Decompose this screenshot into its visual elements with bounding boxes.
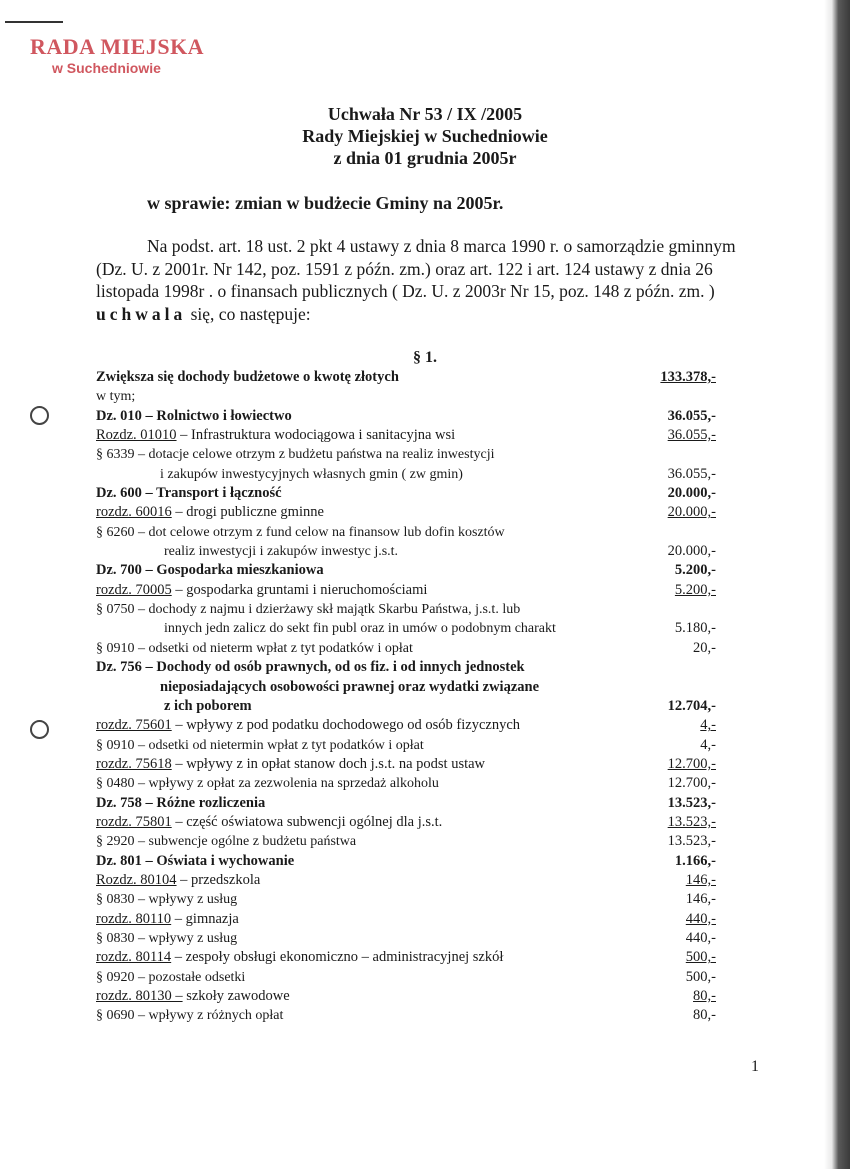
budget-row (96, 542, 716, 561)
budget-row (96, 852, 716, 871)
budget-row-amount: 500,- (685, 968, 716, 985)
budget-row-label: § 0480 – wpływy z opłat za zezwolenia na sprzedaż alkoholu (96, 776, 439, 792)
chapter-description: – gimnazja (171, 910, 239, 927)
budget-row (96, 987, 716, 1006)
chapter-description: – wpływy z pod podatku dochodowego od osób fizycznych (171, 717, 521, 734)
budget-row-label (96, 987, 290, 1006)
budget-row (96, 581, 716, 600)
stamp-line-2: w Suchedniowie (52, 60, 161, 76)
budget-row-label (96, 948, 503, 967)
budget-row (96, 445, 716, 464)
budget-row (96, 832, 716, 851)
budget-row-amount: 1.166,- (674, 852, 716, 869)
punch-hole-icon (30, 406, 49, 425)
budget-row-label (96, 813, 442, 832)
chapter-code: rozdz. 60016 (96, 504, 172, 521)
budget-row-amount: 5.180,- (674, 620, 716, 637)
page-number: 1 (751, 1058, 759, 1075)
chapter-code: rozdz. 75801 (96, 813, 172, 830)
budget-row (96, 678, 716, 697)
budget-row-label (96, 503, 324, 522)
budget-row (96, 658, 716, 677)
budget-row-amount: 20,- (693, 639, 716, 656)
council-stamp (30, 34, 204, 76)
chapter-code: Rozdz. 80104 (96, 871, 177, 888)
budget-row-label: § 0830 – wpływy z usług (96, 892, 238, 908)
budget-row-amount: 36.055,- (667, 427, 716, 444)
budget-row-amount: 12.700,- (667, 775, 716, 792)
budget-row (96, 619, 716, 638)
budget-row (96, 755, 716, 774)
chapter-description: – część oświatowa subwencji ogólnej dla j.s.t. (171, 813, 443, 830)
budget-row (96, 948, 716, 967)
budget-row-label: Dz. 756 – Dochody od osób prawnych, od os fiz. i od innych jednostek (96, 659, 525, 676)
budget-row-label: realiz inwestycji i zakupów inwestyc j.s.t. (164, 544, 399, 560)
budget-row (96, 407, 716, 426)
budget-row-label: § 0750 – dochody z najmu i dzierżawy skł majątk Skarbu Państwa, j.s.t. lub (96, 602, 521, 618)
budget-row-amount: 12.704,- (667, 697, 716, 714)
budget-row (96, 426, 716, 445)
legal-basis-paragraph (96, 235, 756, 325)
legal-basis-tail: się, co następuje: (186, 303, 311, 324)
budget-row-label: w tym; (96, 389, 136, 405)
budget-row-label: § 6339 – dotacje celowe otrzym z budżetu państwa na realiz inwestycji (96, 447, 495, 463)
budget-row (96, 736, 716, 755)
budget-row-amount: 80,- (693, 1007, 716, 1024)
budget-row-label: innych jedn zalicz do sekt fin publ oraz in umów o podobnym charakt (164, 621, 556, 637)
resolution-date: z dnia 01 grudnia 2005r (333, 148, 517, 168)
budget-row-amount: 20.000,- (667, 504, 716, 521)
budget-row-label: Dz. 700 – Gospodarka mieszkaniowa (96, 562, 324, 579)
resolution-subject: w sprawie: zmian w budżecie Gminy na 2005r. (147, 193, 504, 213)
budget-row (96, 697, 716, 716)
budget-row-amount: 5.200,- (674, 581, 716, 598)
scan-mark-line (5, 21, 63, 23)
budget-row-amount: 36.055,- (667, 407, 716, 424)
budget-row-label: § 0690 – wpływy z różnych opłat (96, 1008, 284, 1024)
budget-row-label: nieposiadających osobowości prawnej oraz wydatki związane (160, 678, 540, 695)
chapter-code: rozdz. 80130 – (96, 988, 183, 1004)
budget-row-label (96, 426, 455, 445)
budget-row-label (96, 755, 485, 774)
budget-row-amount: 146,- (685, 871, 716, 888)
budget-row-amount: 440,- (685, 929, 716, 946)
stamp-line-1: RADA MIEJSKA (30, 34, 205, 59)
budget-row-label (96, 871, 260, 890)
council-name: Rady Miejskiej w Suchedniowie (302, 126, 548, 146)
chapter-code: rozdz. 75601 (96, 717, 172, 734)
budget-row (96, 523, 716, 542)
budget-row-amount: 146,- (685, 891, 716, 908)
budget-row-amount: 4,- (700, 736, 716, 753)
chapter-description: – zespoły obsługi ekonomiczno – administracyjnej szkół (171, 949, 504, 966)
budget-row (96, 639, 716, 658)
budget-row (96, 910, 716, 929)
budget-row-amount: 20.000,- (667, 543, 716, 560)
budget-row (96, 465, 716, 484)
budget-row-amount: 13.523,- (667, 833, 716, 850)
budget-row-amount: 20.000,- (667, 485, 716, 502)
chapter-code: Rozdz. 01010 (96, 427, 177, 444)
budget-row (96, 968, 716, 987)
chapter-code: rozdz. 80114 (96, 949, 172, 966)
budget-row (96, 1006, 716, 1025)
budget-row-amount: 36.055,- (667, 465, 716, 482)
resolves-keyword: uchwala (96, 303, 187, 324)
budget-row-label: Dz. 758 – Różne rozliczenia (96, 794, 266, 811)
budget-row (96, 484, 716, 503)
budget-row-amount: 5.200,- (674, 562, 716, 579)
budget-row-label: § 0910 – odsetki od nietermin wpłat z tyt podatków i opłat (96, 737, 424, 753)
budget-row-amount: 500,- (685, 949, 716, 966)
budget-table (96, 368, 716, 1026)
budget-row (96, 794, 716, 813)
budget-row-amount: 13.523,- (667, 813, 716, 830)
budget-row (96, 387, 716, 406)
chapter-description: – przedszkola (176, 871, 261, 888)
budget-row (96, 774, 716, 793)
budget-row (96, 813, 716, 832)
budget-row-label: § 0920 – pozostałe odsetki (96, 969, 246, 985)
budget-row-label: Zwiększa się dochody budżetowe o kwotę złotych (96, 369, 399, 385)
budget-row-label: i zakupów inwestycyjnych własnych gmin ( zw gmin) (160, 466, 463, 482)
resolution-number: Uchwała Nr 53 / IX /2005 (327, 104, 523, 124)
chapter-description: – drogi publiczne gminne (171, 504, 324, 521)
chapter-code: rozdz. 80110 (96, 910, 172, 927)
scan-edge-shadow (824, 0, 850, 1169)
budget-row-amount: 13.523,- (667, 794, 716, 811)
budget-row-label (96, 581, 427, 600)
budget-row-label: Dz. 801 – Oświata i wychowanie (96, 852, 295, 869)
chapter-description: – gospodarka gruntami i nieruchomościami (171, 581, 428, 598)
budget-row-label: z ich poborem (164, 697, 252, 714)
budget-row (96, 503, 716, 522)
budget-row (96, 716, 716, 735)
budget-row-amount: 12.700,- (667, 755, 716, 772)
punch-hole-icon (30, 720, 49, 739)
budget-row-label: Dz. 600 – Transport i łączność (96, 485, 282, 502)
budget-row-label (96, 716, 520, 735)
legal-basis-text: Na podst. art. 18 ust. 2 pkt 4 ustawy z dnia 8 marca 1990 r. o samorządzie gminnym (Dz. U. z 2001r. Nr 142, poz. 1591 z późn. zm.) oraz art. 122 i art. 124 ustawy z dnia 26 listopada 1998r . o finansach publicznych ( Dz. U. z 2003r Nr 15, poz. 148 z późn. zm. ) (96, 236, 736, 301)
chapter-code: rozdz. 75618 (96, 755, 172, 772)
budget-row-label: § 6260 – dot celowe otrzym z fund celow na finansow lub dofin kosztów (96, 524, 505, 540)
chapter-code: rozdz. 70005 (96, 581, 172, 598)
budget-row-label (96, 910, 239, 929)
budget-row (96, 600, 716, 619)
budget-row-label: Dz. 010 – Rolnictwo i łowiectwo (96, 407, 292, 424)
budget-row (96, 561, 716, 580)
section-heading: § 1. (413, 349, 437, 366)
chapter-description: – Infrastruktura wodociągowa i sanitacyjna wsi (176, 427, 456, 444)
budget-row-amount: 133.378,- (660, 369, 716, 385)
chapter-description: szkoły zawodowe (182, 988, 290, 1004)
budget-row-amount: 80,- (693, 988, 716, 1004)
budget-row (96, 890, 716, 909)
budget-row-label: § 0830 – wpływy z usług (96, 930, 238, 946)
budget-row (96, 929, 716, 948)
budget-row-amount: 4,- (700, 717, 716, 734)
budget-row-label: § 2920 – subwencje ogólne z budżetu państwa (96, 834, 357, 850)
budget-row (96, 368, 716, 387)
budget-row-amount: 440,- (685, 910, 716, 927)
budget-row (96, 871, 716, 890)
chapter-description: – wpływy z in opłat stanow doch j.s.t. na podst ustaw (171, 755, 486, 772)
budget-row-label: § 0910 – odsetki od nieterm wpłat z tyt podatków i opłat (96, 640, 413, 656)
